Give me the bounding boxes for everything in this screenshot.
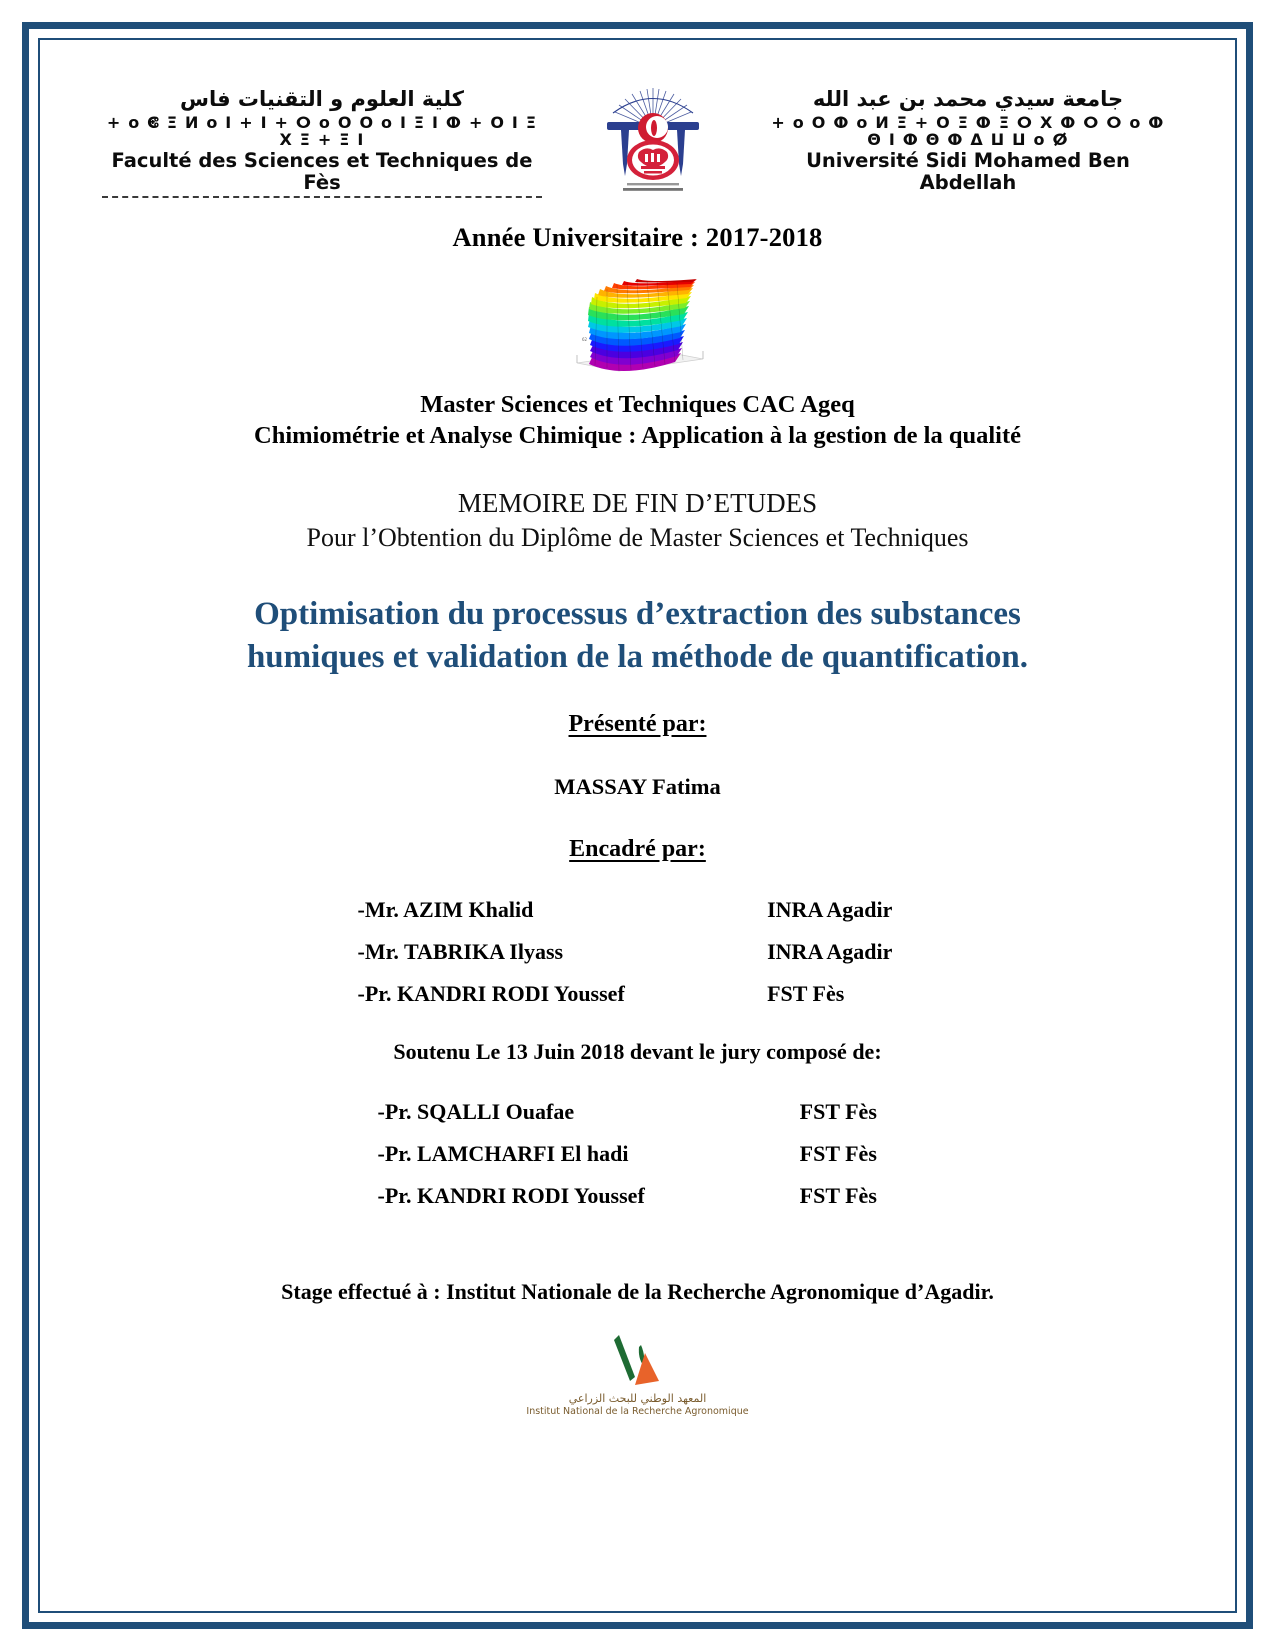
university-name-french: Université Sidi Mohamed Ben Abdellah [806,149,1130,195]
memoire-subheading: Pour l’Obtention du Diplôme de Master Sciences et Techniques [306,523,969,552]
program-line-1: Master Sciences et Techniques CAC Ageq [420,391,855,418]
jury-member-affiliation: FST Fès [799,1098,877,1124]
jury-table [378,1091,898,1217]
author-name: MASSAY Fatima [554,773,721,799]
academic-year: Année Universitaire : 2017-2018 [452,222,823,252]
jury-member-name: -Pr. LAMCHARFI El hadi [377,1140,629,1166]
faculty-identity-block [102,80,542,198]
faculty-name-tifinagh: + o ⵞ Ξ ⵍ o I + I + ⵔ o O O o I Ξ I ⵀ + O I Ξ ⵝ Ξ + Ξ I [106,112,538,150]
defense-date-line: Soutenu Le 13 Juin 2018 devant le jury composé de: [393,1038,882,1064]
supervisor-name: -Pr. KANDRI RODI Youssef [357,980,625,1006]
table-row [378,1091,898,1133]
supervised-by-label-text: Encadré par: [569,835,706,862]
surface-plot-figure [102,267,1173,379]
usmba-crest-logo [601,82,705,198]
internship-line: Stage effectué à : Institut Nationale de la Recherche Agronomique d’Agadir. [281,1278,994,1304]
table-row [358,973,918,1015]
page-header [102,72,1173,200]
supervisor-affiliation: INRA Agadir [767,896,893,922]
jury-member-affiliation: FST Fès [799,1140,877,1166]
presented-by-label-text: Présenté par: [568,710,707,737]
university-name-arabic: جامعة سيدي محمد بن عبد الله [812,87,1124,111]
faculty-name-french: Faculté des Sciences et Techniques de Fès [102,150,542,198]
jury-member-name: -Pr. KANDRI RODI Youssef [377,1182,645,1208]
table-row [358,931,918,973]
faculty-name-arabic: كلية العلوم و التقنيات فاس [180,87,464,111]
inra-logo [102,1331,1173,1417]
page-content [56,56,1219,1595]
supervised-by-label [102,836,1173,863]
svg-text:62: 62 [581,337,587,342]
presented-by-label [102,711,1173,738]
thesis-title: Optimisation du processus d’extraction des substances humiques et validation de la méthode de quantification. [246,596,1029,675]
program-line-2: Chimiométrie et Analyse Chimique : Application à la gestion de la qualité [254,422,1021,449]
university-identity-block [763,80,1173,196]
surface-plot-chart [563,267,713,379]
supervisor-name: -Mr. AZIM Khalid [357,896,534,922]
jury-member-affiliation: FST Fès [799,1182,877,1208]
table-row [358,889,918,931]
table-row [378,1175,898,1217]
supervisor-affiliation: INRA Agadir [767,938,893,964]
university-name-tifinagh: + o O ⵀ o ⵍ Ξ + O Ξ ⵀ Ξ ⵔ ⵝ ⵀ ⵔ ⵔ o ⵀ Θ I ⵀ Θ ⵀ ⵠ ⵡ ⵡ o ⵁ [771,112,1165,150]
inra-leaf-icon [605,1331,671,1389]
inra-name-arabic: المعهد الوطني للبحث الزراعي [568,1391,707,1405]
supervisor-affiliation: FST Fès [767,980,845,1006]
inra-name-french: Institut National de la Recherche Agronomique [526,1405,749,1417]
memoire-heading: MEMOIRE DE FIN D’ETUDES [457,488,818,518]
table-row [378,1133,898,1175]
supervisors-table [358,889,918,1015]
supervisor-name: -Mr. TABRIKA Ilyass [357,938,564,964]
jury-member-name: -Pr. SQALLI Ouafae [377,1098,575,1124]
